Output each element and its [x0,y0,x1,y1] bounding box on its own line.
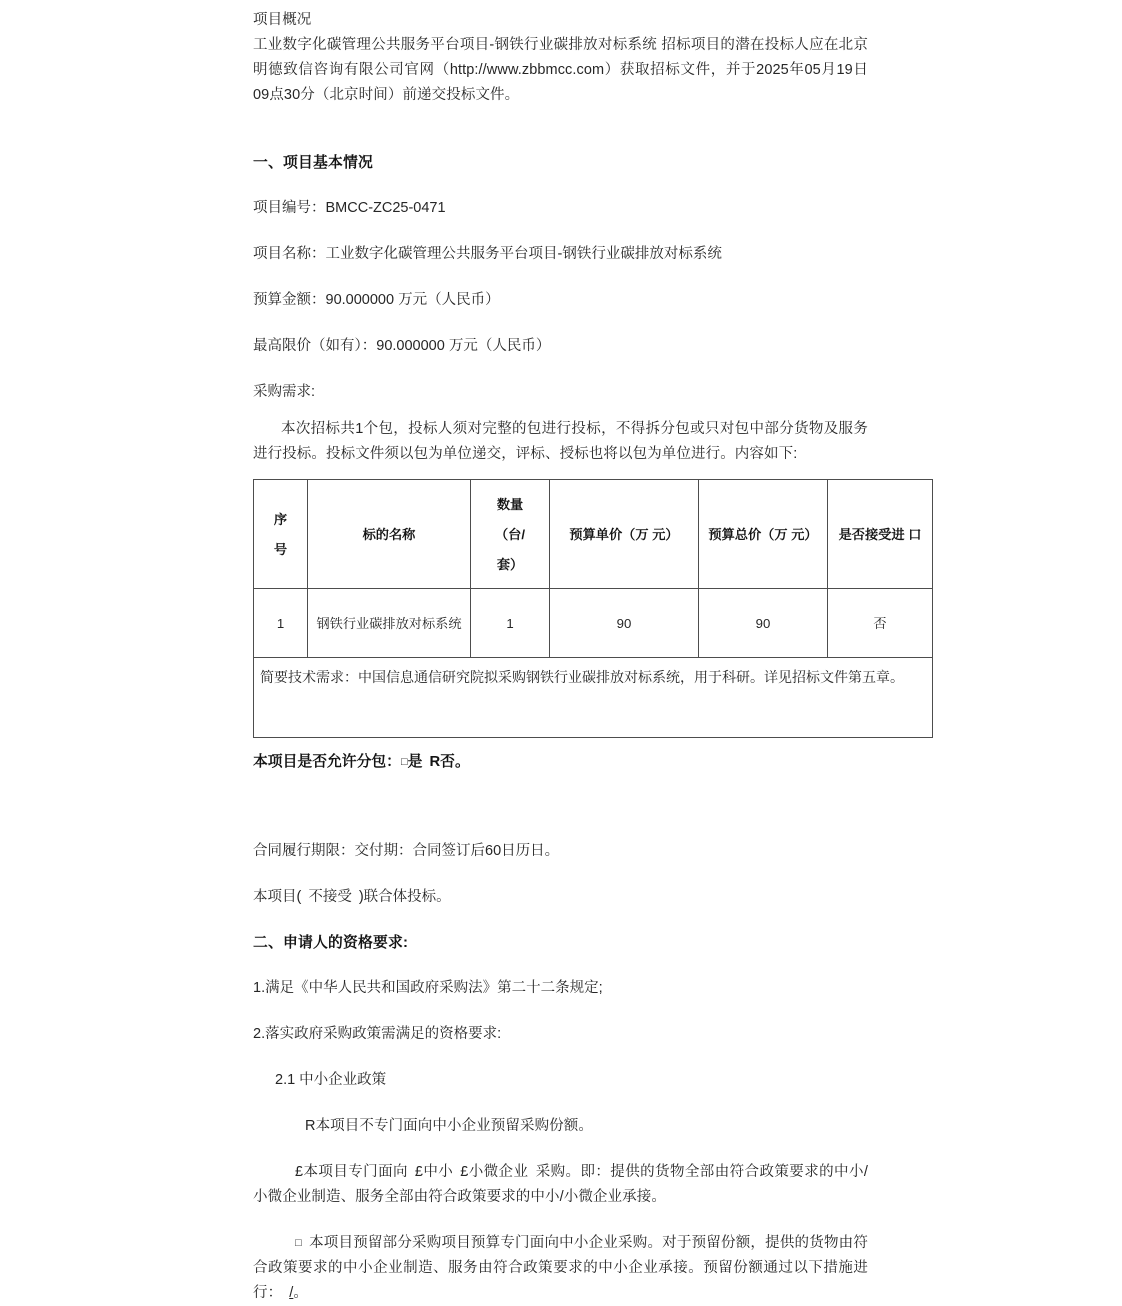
sme-option-partial-text: 本项目预留部分采购项目预算专门面向中小企业采购。对于预留份额，提供的货物由符合政策要求的中小企业制造、服务由符合政策要求的中小企业承接。预留份额通过以下措施进行： [253,1235,868,1301]
cell-item-name: 钢铁行业碳排放对标系统 [308,589,471,658]
project-name-value: 工业数字化碳管理公共服务平台项目-钢铁行业碳排放对标系统 [325,246,722,262]
cell-unit-price: 90 [550,589,699,658]
spacer [253,1093,868,1114]
sme-option-dedicated-rest: 采购。即：提供的货物全部由符合政策要求的中小/小微企业制造、服务全部由符合政策要求的中小/小微企业承接。 [253,1164,868,1205]
cell-quantity: 1 [471,589,550,658]
cell-total-price: 90 [699,589,828,658]
checkbox-pound-icon-2: £ [414,1164,424,1180]
spacer [253,467,868,479]
spacer [253,221,868,242]
table-row [254,589,933,658]
table-note-row [254,658,933,738]
consortium-line [253,885,868,910]
spacer [253,864,868,885]
column-header-quantity-line1: 数量 [496,496,524,512]
overview-label: 项目概况 [253,12,312,28]
requirement-item-1: 1.满足《中华人民共和国政府采购法》第二十二条规定; [253,980,603,996]
project-name-row [253,242,868,267]
column-header-sequence-line2: 号 [273,541,288,557]
max-price-row [253,334,868,359]
checkbox-checked-icon: R [305,1118,316,1134]
budget-amount-row [253,288,868,313]
spacer [253,359,868,380]
requirement-item-2: 2.落实政府采购政策需满足的资格要求: [253,1026,502,1042]
spacer [253,313,868,334]
spacer [253,108,868,151]
checkbox-unchecked-icon-2: □ [295,1237,302,1249]
column-header-quantity [471,480,550,589]
subcontract-yes-text: 是 [407,754,423,770]
document-content [253,8,922,1306]
spacer [253,818,868,839]
project-number-row [253,196,868,221]
cell-accept-import: 否 [828,589,933,658]
sme-option-partial [253,1231,868,1306]
sme-option-partial-value: / [289,1285,294,1301]
column-header-quantity-line3: 套） [496,556,524,572]
spacer [253,175,868,196]
column-header-quantity-line2: （台/ [494,526,526,542]
column-header-sequence [254,480,308,589]
budget-amount-value: 90.000000 万元（人民币） [325,292,500,308]
sme-option-partial-end: 。 [293,1285,308,1301]
column-header-total-price [699,480,828,589]
table-header-row [254,480,933,589]
sme-option-dedicated [253,1160,868,1210]
sme-option-reserved-none [253,1114,868,1139]
package-paragraph: 本次招标共1个包，投标人须对完整的包进行投标，不得拆分包或只对包中部分货物及服务进行投标。投标文件须以包为单位递交，评标、授标也将以包为单位进行。内容如下: [253,421,868,462]
spacer [253,775,868,818]
column-header-accept-import [828,480,933,589]
consortium-suffix: )联合体投标。 [358,889,451,905]
sme-option-dedicated-prefix: 本项目专门面向 [303,1164,408,1180]
checkbox-pound-icon-3: £ [460,1164,469,1180]
column-header-unit-price [550,480,699,589]
subcontract-no-text: 否。 [440,754,470,770]
subcontract-line [253,750,868,775]
spacer [253,910,868,931]
subcontract-label: 本项目是否允许分包： [253,754,401,770]
checkbox-checked-icon: R [429,754,441,770]
column-header-sequence-line1: 序 [273,511,288,527]
budget-amount-label: 预算金额： [253,292,326,308]
project-number-value: BMCC-ZC25-0471 [325,200,446,216]
consortium-value: 不接受 [308,889,352,905]
spacer [253,1047,868,1068]
column-header-total-price-line2: 元） [791,526,818,542]
consortium-prefix: 本项目( [253,889,302,905]
checkbox-unchecked-icon: □ [400,756,408,768]
section-two-heading: 二、申请人的资格要求: [253,935,409,951]
sme-option-dedicated-mid1: 中小 [423,1164,454,1180]
spacer [253,1210,868,1231]
checkbox-pound-icon: £ [295,1164,304,1180]
column-header-unit-price-line1: 预算单价（万 [569,526,649,542]
max-price-label: 最高限价（如有）： [253,338,377,354]
spacer [253,267,868,288]
spacer [253,738,868,750]
cell-sequence: 1 [254,589,308,658]
spacer [253,1001,868,1022]
project-name-label: 项目名称： [253,246,326,262]
technical-requirement-note: 简要技术需求：中国信息通信研究院拟采购钢铁行业碳排放对标系统，用于科研。详见招标文件第五章。 [254,658,933,738]
sme-option-reserved-none-text: 本项目不专门面向中小企业预留采购份额。 [315,1118,593,1134]
requirement-item-2-1: 2.1 中小企业政策 [275,1072,387,1088]
procurement-items-table [253,479,933,738]
column-header-total-price-line1: 预算总价（万 [708,526,788,542]
sme-option-dedicated-mid2: 小微企业 [468,1164,529,1180]
procurement-demand-label: 采购需求: [253,384,316,400]
column-header-accept-import-line1: 是否接受进 [838,526,905,542]
spacer [253,405,868,417]
spacer [253,955,868,976]
section-one-heading: 一、项目基本情况 [253,155,373,171]
spacer [253,1139,868,1160]
project-number-label: 项目编号： [253,200,326,216]
overview-paragraph: 工业数字化碳管理公共服务平台项目-钢铁行业碳排放对标系统 招标项目的潜在投标人应在北京明德致信咨询有限公司官网（http://www.zbbmcc.com）获取招标文件，并于2025年05月19日 09点30分（北京时间）前递交投标文件。 [253,37,868,103]
column-header-accept-import-line2: 口 [908,526,922,542]
column-header-unit-price-line2: 元） [652,526,679,542]
max-price-value: 90.000000 万元（人民币） [376,338,551,354]
column-header-item-name: 标的名称 [308,480,471,589]
contract-period-line: 合同履行期限：交付期：合同签订后60日历日。 [253,843,560,859]
